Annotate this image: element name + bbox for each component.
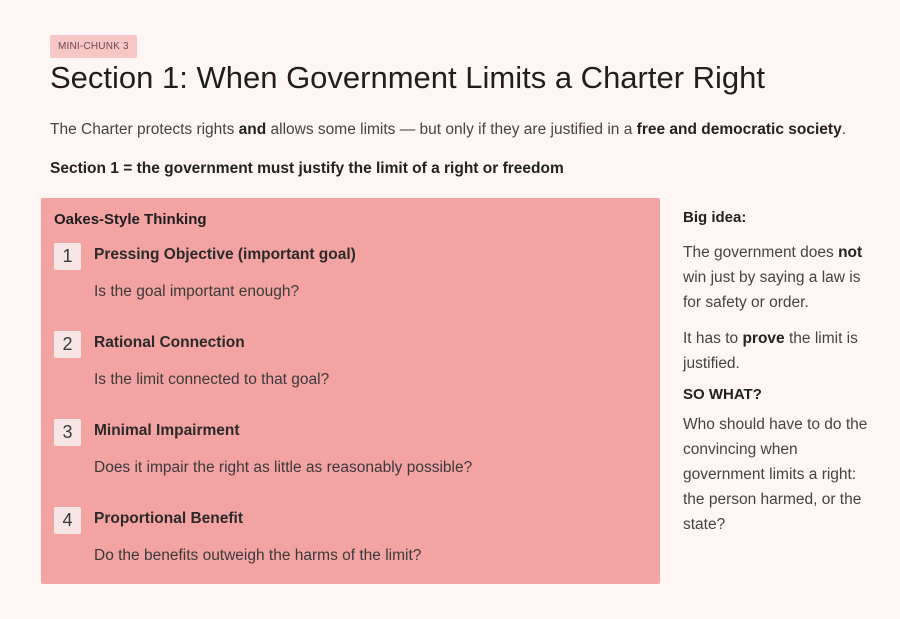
- step-number-3: 3: [54, 419, 81, 446]
- big-idea-sidebar: [683, 209, 873, 537]
- section-definition: Section 1 = the government must justify the limit of a right or freedom: [50, 160, 564, 177]
- step-question-3: Does it impair the right as little as reasonably possible?: [94, 459, 473, 476]
- oakes-card-heading: Oakes-Style Thinking: [54, 211, 207, 228]
- intro-part-1: The Charter protects rights: [50, 121, 239, 138]
- step-number-1: 1: [54, 243, 81, 270]
- step-question-2: Is the limit connected to that goal?: [94, 371, 330, 388]
- step-question-1: Is the goal important enough?: [94, 283, 300, 300]
- step-title-2: Rational Connection: [94, 334, 245, 351]
- para2-bold-prove: prove: [742, 330, 785, 347]
- big-idea-paragraph-1: [683, 240, 873, 315]
- page-title: Section 1: When Government Limits a Charter Right: [50, 60, 766, 95]
- para2-before: It has to: [683, 330, 743, 347]
- step-title-3: Minimal Impairment: [94, 422, 240, 439]
- step-title-4: Proportional Benefit: [94, 510, 243, 527]
- big-idea-paragraph-2: [683, 326, 873, 376]
- intro-bold-and: and: [238, 121, 267, 138]
- big-idea-heading: Big idea:: [683, 209, 747, 226]
- mini-chunk-badge: MINI-CHUNK 3: [50, 35, 137, 58]
- step-number-4: 4: [54, 507, 81, 534]
- step-question-4: Do the benefits outweigh the harms of the limit?: [94, 547, 422, 564]
- oakes-card: [41, 198, 660, 584]
- step-number-2: 2: [54, 331, 81, 358]
- para1-after: win just by saying a law is for safety or order.: [683, 269, 861, 311]
- intro-text: [50, 121, 846, 139]
- para1-before: The government does: [683, 244, 839, 261]
- intro-part-3: .: [841, 121, 847, 138]
- para2-after: the limit is justified.: [683, 330, 858, 372]
- intro-part-2: allows some limits — but only if they are justified in a: [266, 121, 637, 138]
- para1-bold-not: not: [838, 244, 863, 261]
- so-what-heading: SO WHAT?: [683, 386, 762, 403]
- so-what-text: Who should have to do the convincing when government limits a right: the person harmed, or the state?: [683, 416, 868, 533]
- step-title-1: Pressing Objective (important goal): [94, 246, 356, 263]
- intro-bold-society: free and democratic society: [636, 121, 842, 138]
